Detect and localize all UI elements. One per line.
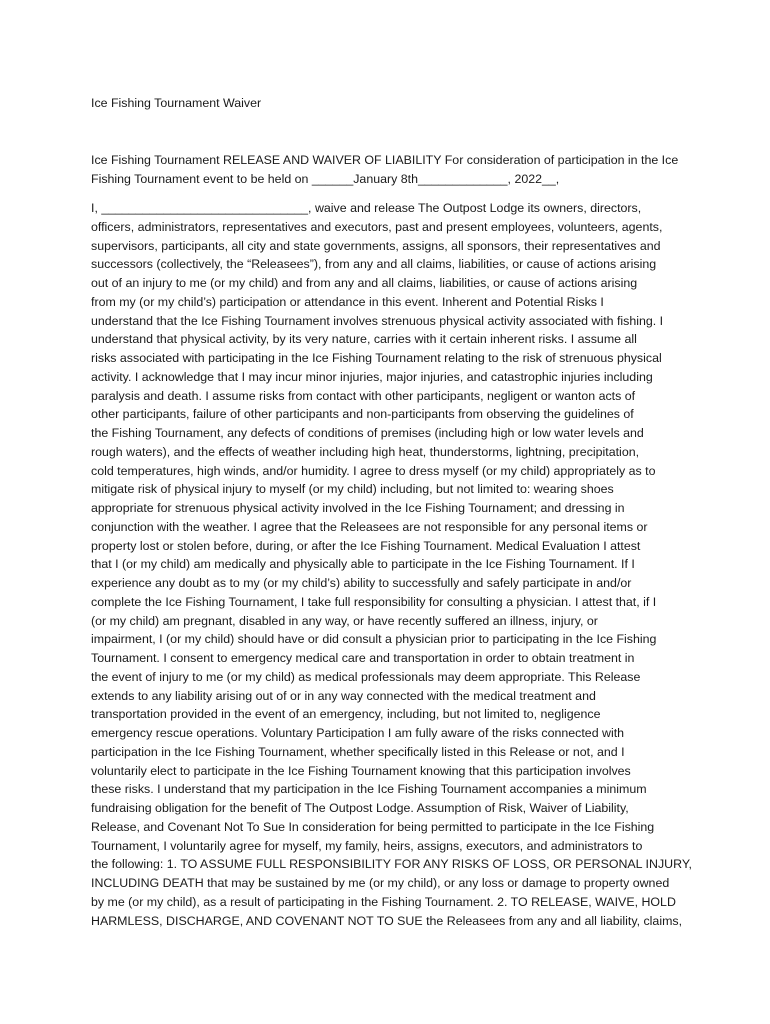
body-line: emergency rescue operations. Voluntary Participation I am fully aware of the risks connected with [91, 726, 625, 740]
body-line: Tournament. I consent to emergency medical care and transportation in order to obtain treatment in [91, 651, 635, 665]
document-title: Ice Fishing Tournament Waiver [91, 96, 262, 110]
body-line: these risks. I understand that my participation in the Ice Fishing Tournament accompanies a minimum [91, 782, 647, 797]
body-line: paralysis and death. I assume risks from contact with other participants, negligent or wanton acts of [91, 388, 636, 403]
body-line: extends to any liability arising out of or in any way connected with the medical treatment and [91, 688, 596, 703]
intro-line: Fishing Tournament event to be held on ______January 8th_____________, 2022__, [91, 171, 560, 186]
body-line: participation in the Ice Fishing Tournament, whether specifically listed in this Release or not, and I [91, 744, 625, 759]
body-line: INCLUDING DEATH that may be sustained by me (or my child), or any loss or damage to property owned [91, 876, 670, 890]
body-line: (or my child) am pregnant, disabled in any way, or have recently suffered an illness, injury, or [91, 613, 598, 628]
body-line: property lost or stolen before, during, or after the Ice Fishing Tournament. Medical Evaluation I attest [91, 538, 641, 553]
body-line: rough waters), and the effects of weather including high heat, thunderstorms, lightning, precipitation, [91, 444, 640, 459]
body-line: appropriate for strenuous physical activity involved in the Ice Fishing Tournament; and dressing in [91, 501, 625, 515]
body-line: successors (collectively, the “Releasees”), from any and all claims, liabilities, or cause of actions arising [91, 257, 657, 272]
body-line: the event of injury to me (or my child) as medical professionals may deem appropriate. This Release [91, 669, 641, 684]
body-line: by me (or my child), as a result of participating in the Fishing Tournament. 2. TO RELEASE, WAIVE, HOLD [91, 894, 676, 909]
body-line: activity. I acknowledge that I may incur minor injuries, major injuries, and catastrophic injuries including [91, 369, 653, 384]
body-line: risks associated with participating in the Ice Fishing Tournament relating to the risk of strenuous physical [91, 351, 662, 365]
body-line: from my (or my child’s) participation or attendance in this event. Inherent and Potential Risks I [91, 294, 604, 309]
body-line: understand that the Ice Fishing Tournament involves strenuous physical activity associated with fishing. I [91, 313, 664, 328]
body-line: cold temperatures, high winds, and/or humidity. I agree to dress myself (or my child) appropriately as to [91, 463, 656, 478]
body-line: I, ______________________________, waive and release The Outpost Lodge its owners, directors, [91, 201, 642, 215]
body-line: conjunction with the weather. I agree that the Releasees are not responsible for any personal items or [91, 519, 648, 534]
body-line: the Fishing Tournament, any defects of conditions of premises (including high or low water levels and [91, 426, 644, 440]
body-line: officers, administrators, representatives and executors, past and present employees, volunteers, agents, [91, 219, 663, 234]
body-line: complete the Ice Fishing Tournament, I take full responsibility for consulting a physician. I attest that, if I [91, 594, 657, 609]
body-line: understand that physical activity, by its very nature, carries with it certain inherent risks. I assume all [91, 332, 637, 347]
body-line: transportation provided in the event of an emergency, including, but not limited to, negligence [91, 707, 601, 722]
body-line: Release, and Covenant Not To Sue In consideration for being permitted to participate in the Ice Fishing [91, 819, 655, 834]
body-line: experience any doubt as to my (or my child’s) ability to successfully and safely participate in and/or [91, 576, 632, 590]
body-line: HARMLESS, DISCHARGE, AND COVENANT NOT TO SUE the Releasees from any and all liability, claims, [91, 913, 683, 928]
body-line: Tournament, I voluntarily agree for myself, my family, heirs, assigns, executors, and administrators to [91, 838, 643, 853]
body-line: fundraising obligation for the benefit of The Outpost Lodge. Assumption of Risk, Waiver of Liability, [91, 801, 629, 815]
body-line: supervisors, participants, all city and state governments, assigns, all sponsors, their representatives and [91, 238, 661, 253]
body-line: mitigate risk of physical injury to myself (or my child) including, but not limited to: wearing shoes [91, 482, 614, 497]
body-line: that I (or my child) am medically and physically able to participate in the Ice Fishing Tournament. If I [91, 557, 635, 572]
intro-line: Ice Fishing Tournament RELEASE AND WAIVER OF LIABILITY For consideration of participation in the Ice [91, 153, 679, 167]
body-line: other participants, failure of other participants and non-participants from observing the guidelines of [91, 407, 634, 422]
intro-paragraph [91, 151, 691, 189]
body-line: voluntarily elect to participate in the Ice Fishing Tournament knowing that this participation involves [91, 763, 631, 778]
body-line: out of an injury to me (or my child) and from any and all claims, liabilities, or cause of actions arising [91, 276, 638, 290]
body-paragraph [91, 199, 691, 930]
body-line: impairment, I (or my child) should have or did consult a physician prior to participating in the Ice Fishing [91, 632, 657, 647]
body-line: the following: 1. TO ASSUME FULL RESPONSIBILITY FOR ANY RISKS OF LOSS, OR PERSONAL INJURY, [91, 857, 692, 872]
